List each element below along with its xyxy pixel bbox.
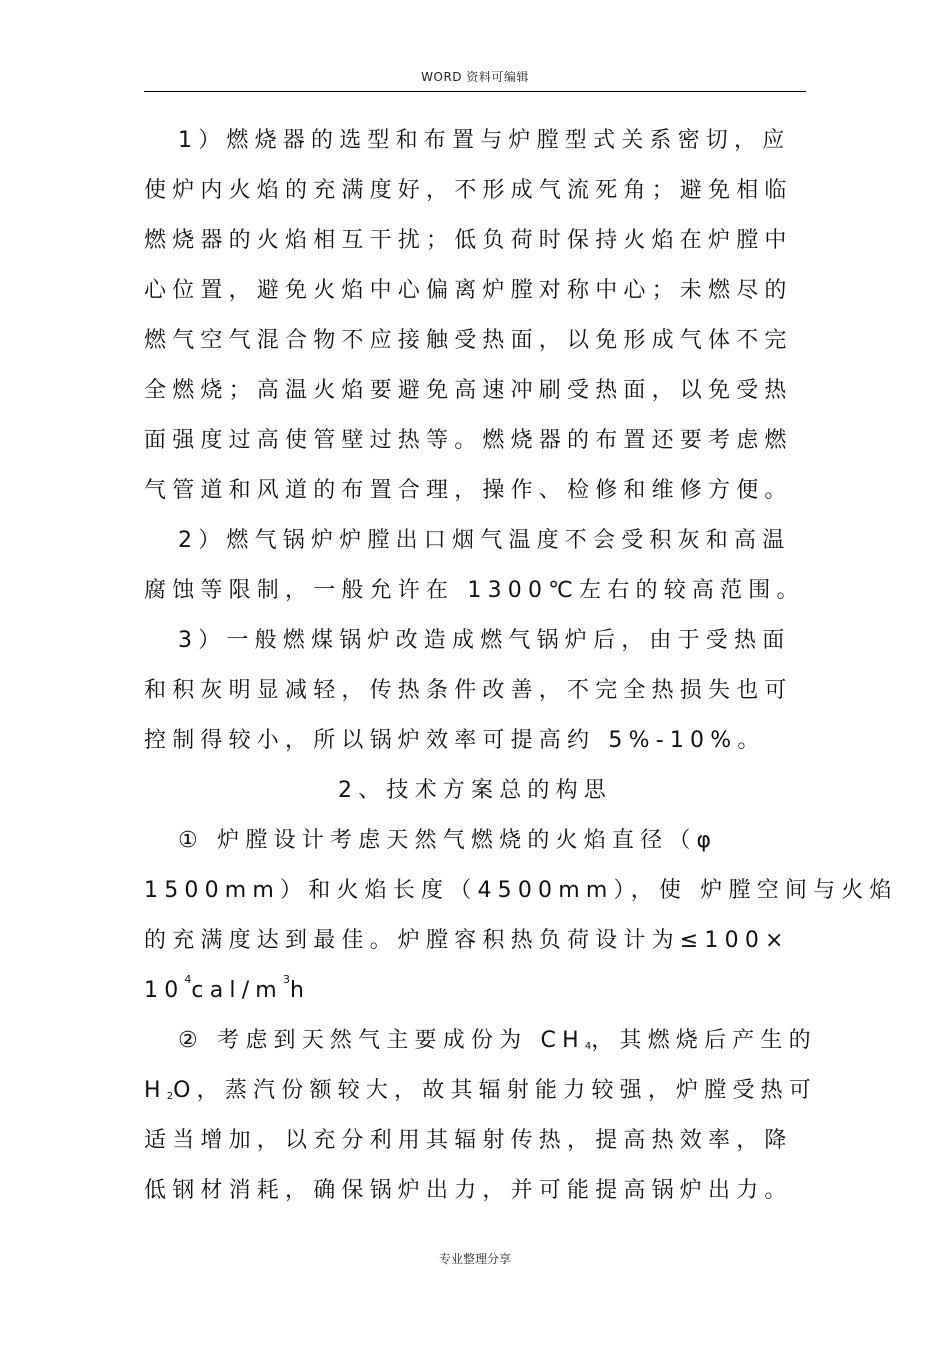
- item-1-line: ① 炉膛设计考虑天然气燃烧的火焰直径（φ: [178, 828, 718, 853]
- item-2-line: [144, 1016, 817, 1066]
- paragraph-1-line: 燃气空气混合物不应接触受热面，以免形成气体不完: [144, 328, 793, 353]
- item-1-formula-line: [144, 966, 806, 1016]
- section-heading: 2、技术方案总的构思: [338, 778, 612, 803]
- paragraph-1-line: 气管道和风道的布置合理，操作、检修和维修方便。: [144, 478, 793, 503]
- page-header: WORD 资料可编辑: [421, 70, 529, 84]
- methane-subscript: 4: [584, 1041, 592, 1052]
- paragraph-1-line: 全燃烧；高温火焰要避免高速冲刷受热面，以免受热: [144, 378, 793, 403]
- paragraph-2-line: 腐蚀等限制，一般允许在 1300℃左右的较高范围。: [144, 578, 805, 603]
- document-body: [144, 116, 898, 1216]
- paragraph-1-line: 1）燃烧器的选型和布置与炉膛型式关系密切，应: [178, 128, 791, 153]
- formula-unit-exponent: 3: [282, 973, 290, 986]
- formula-unit: cal/m: [191, 978, 283, 1003]
- paragraph-1-line: 面强度过高使管壁过热等。燃烧器的布置还要考虑燃: [144, 428, 793, 453]
- header-divider: [144, 91, 806, 92]
- formula-exponent: 4: [184, 973, 192, 986]
- item-2-tail: ，其燃烧后产生的: [591, 1028, 817, 1053]
- paragraph-1-line: 心位置，避免火焰中心偏离炉膛对称中心；未燃尽的: [144, 278, 793, 303]
- paragraph-3-line: 3）一般燃煤锅炉改造成燃气锅炉后，由于受热面: [178, 628, 791, 653]
- item-2-line: 适当增加，以充分利用其辐射传热，提高热效率，降: [144, 1128, 793, 1153]
- item-1-line: 的充满度达到最佳。炉膛容积热负荷设计为≤100×: [144, 928, 790, 953]
- formula-base: 10: [144, 978, 185, 1003]
- water-formula-h: H: [144, 1078, 167, 1103]
- paragraph-1-line: 燃烧器的火焰相互干扰；低负荷时保持火焰在炉膛中: [144, 228, 793, 253]
- item-2-text: ② 考虑到天然气主要成份为 CH: [178, 1028, 585, 1053]
- item-2-line: 低钢材消耗，确保锅炉出力，并可能提高锅炉出力。: [144, 1178, 793, 1203]
- paragraph-1-line: 使炉内火焰的充满度好，不形成气流死角；避免相临: [144, 178, 793, 203]
- water-subscript: 2: [166, 1091, 174, 1102]
- paragraph-2-line: 2）燃气锅炉炉膛出口烟气温度不会受积灰和高温: [178, 528, 791, 553]
- page-footer: 专业整理分享: [438, 1252, 511, 1266]
- formula-tail: h: [289, 978, 311, 1003]
- item-1-line: 1500mm）和火焰长度（4500mm），使 炉膛空间与火焰: [144, 878, 898, 903]
- item-2-text: O，蒸汽份额较大，故其辐射能力较强，炉膛受热可: [173, 1078, 818, 1103]
- paragraph-3-line: 和积灰明显减轻，传热条件改善，不完全热损失也可: [144, 678, 793, 703]
- paragraph-3-line: 控制得较小，所以锅炉效率可提高约 5%-10%。: [144, 728, 766, 753]
- item-2-line: [144, 1066, 818, 1116]
